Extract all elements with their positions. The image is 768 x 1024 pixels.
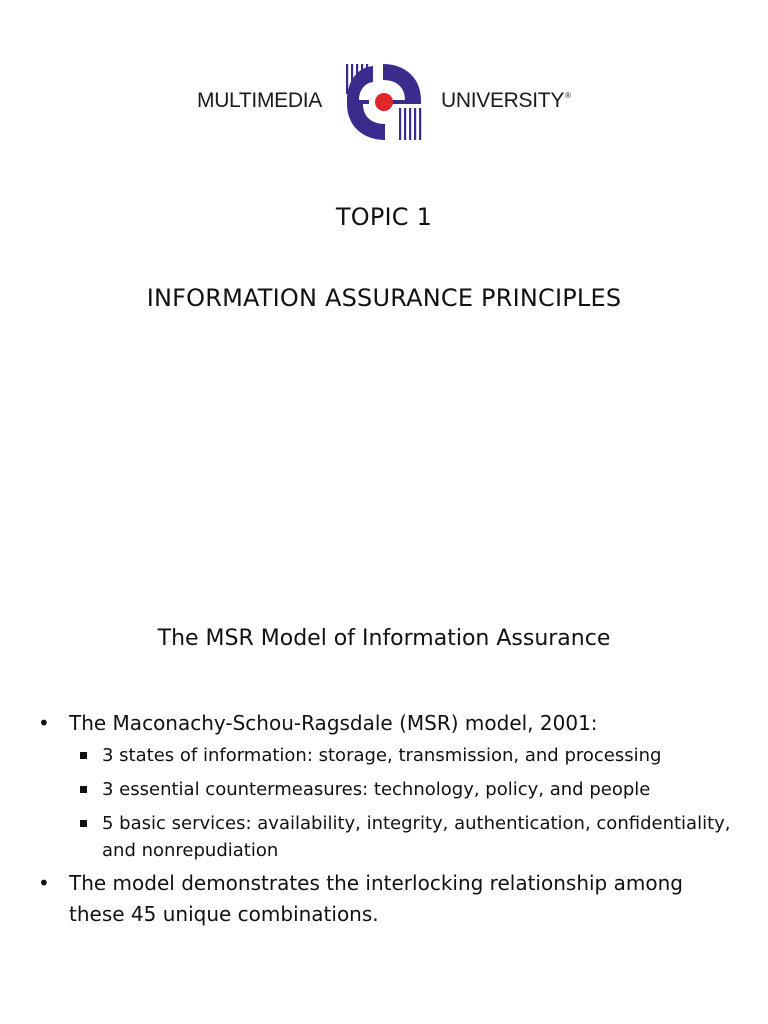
bullet-item — [38, 708, 738, 739]
square-bullet-icon — [80, 820, 87, 827]
logo-text-university: UNIVERSITY® — [441, 89, 571, 112]
page-title: INFORMATION ASSURANCE PRINCIPLES — [146, 284, 622, 312]
logo-text-multimedia: MULTIMEDIA — [197, 89, 322, 112]
registered-mark: ® — [565, 91, 571, 100]
bullet-list — [38, 708, 738, 930]
sub-bullet-item — [38, 742, 738, 769]
bullet-text: The Maconachy-Schou-Ragsdale (MSR) model, 2001: — [69, 711, 598, 735]
university-logo — [0, 60, 768, 144]
bullet-text: The model demonstrates the interlocking relationship among these 45 unique combinations. — [69, 871, 683, 926]
bullet-dot-icon: • — [38, 711, 50, 735]
sub-bullet-item — [38, 810, 738, 864]
bullet-item — [38, 868, 738, 930]
sub-bullet-list — [38, 742, 738, 864]
sub-bullet-text: 5 basic services: availability, integrity, authentication, confidentiality, and nonrepudiation — [102, 813, 731, 861]
mmu-emblem-icon — [343, 62, 425, 142]
sub-bullet-item — [38, 776, 738, 803]
sub-bullet-text: 3 essential countermeasures: technology, policy, and people — [102, 779, 651, 800]
section-heading: The MSR Model of Information Assurance — [157, 626, 611, 651]
sub-bullet-text: 3 states of information: storage, transmission, and processing — [102, 745, 662, 766]
square-bullet-icon — [80, 786, 87, 793]
topic-number: TOPIC 1 — [335, 203, 433, 231]
bullet-dot-icon: • — [38, 871, 50, 895]
square-bullet-icon — [80, 752, 87, 759]
